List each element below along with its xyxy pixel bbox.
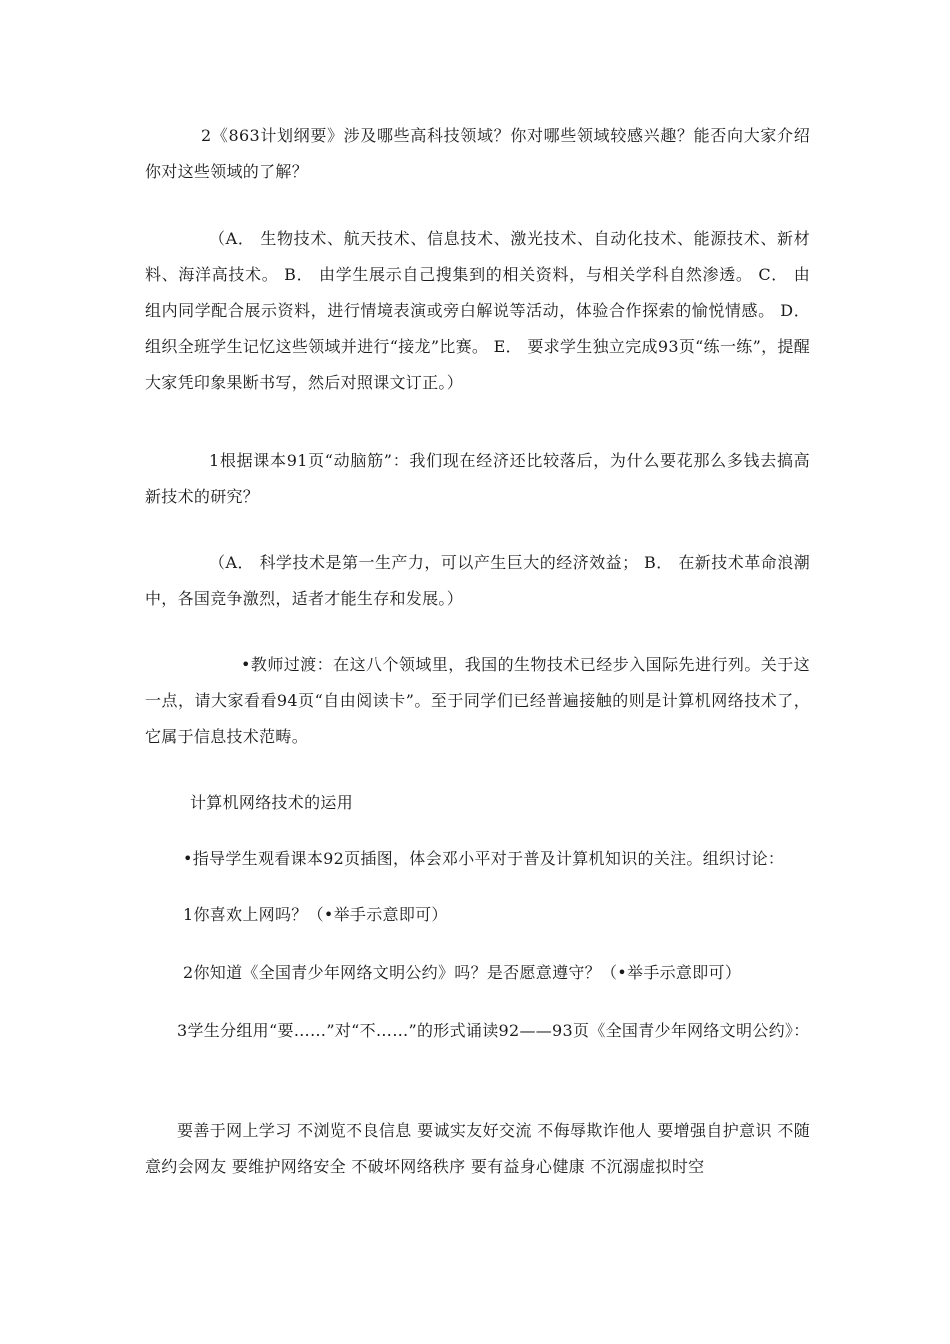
guide-students-text: •指导学生观看课本92页插图，体会邓小平对于普及计算机知识的关注。组织讨论：	[183, 849, 785, 868]
discussion-question-3: 3学生分组用“要……”对“不……”的形式诵读92——93页《全国青少年网络文明公约》：	[177, 1021, 810, 1040]
network-convention-text: 要善于网上学习 不浏览不良信息 要诚实友好交流 不侮辱欺诈他人 要增强自护意识 不随意约会网友 要维护网络安全 不破坏网络秩序 要有益身心健康 不沉溺虚拟时空	[145, 1121, 810, 1176]
answer-why-high-tech: （A． 科学技术是第一生产力，可以产生巨大的经济效益； B． 在新技术革命浪潮中，各国竞争激烈，适者才能生存和发展。）	[145, 553, 810, 608]
discussion-question-1: 1你喜欢上网吗？（•举手示意即可）	[183, 905, 448, 924]
section-heading: 计算机网络技术的运用	[190, 793, 354, 812]
answer-high-tech-fields: （A． 生物技术、航天技术、信息技术、激光技术、自动化技术、能源技术、新材料、海洋高技术。 B． 由学生展示自己搜集到的相关资料，与相关学科自然渗透。 C． 由组内同学配合展示资料，进行情境表演或旁白解说等活动，体验合作探索的愉悦情感。 D． 组织全班学生记忆这些领域并进行“接龙”比赛。 E． 要求学生独立完成93页“练一练”，提醒大家凭印象果断书写，然后对照课文订正。）	[145, 229, 810, 392]
teacher-transition-text: •教师过渡：在这八个领域里，我国的生物技术已经步入国际先进行列。关于这一点，请大家看看94页“自由阅读卡”。至于同学们已经普遍接触的则是计算机网络技术了，它属于信息技术范畴。	[145, 655, 810, 746]
discussion-question-2: 2你知道《全国青少年网络文明公约》吗？是否愿意遵守？（•举手示意即可）	[183, 963, 742, 982]
question-why-high-tech: 1根据课本91页“动脑筋”：我们现在经济还比较落后，为什么要花那么多钱去搞高新技术的研究？	[145, 451, 810, 506]
question-863-plan: 2《863计划纲要》涉及哪些高科技领域？你对哪些领域较感兴趣？能否向大家介绍你对这些领域的了解？	[145, 126, 810, 181]
